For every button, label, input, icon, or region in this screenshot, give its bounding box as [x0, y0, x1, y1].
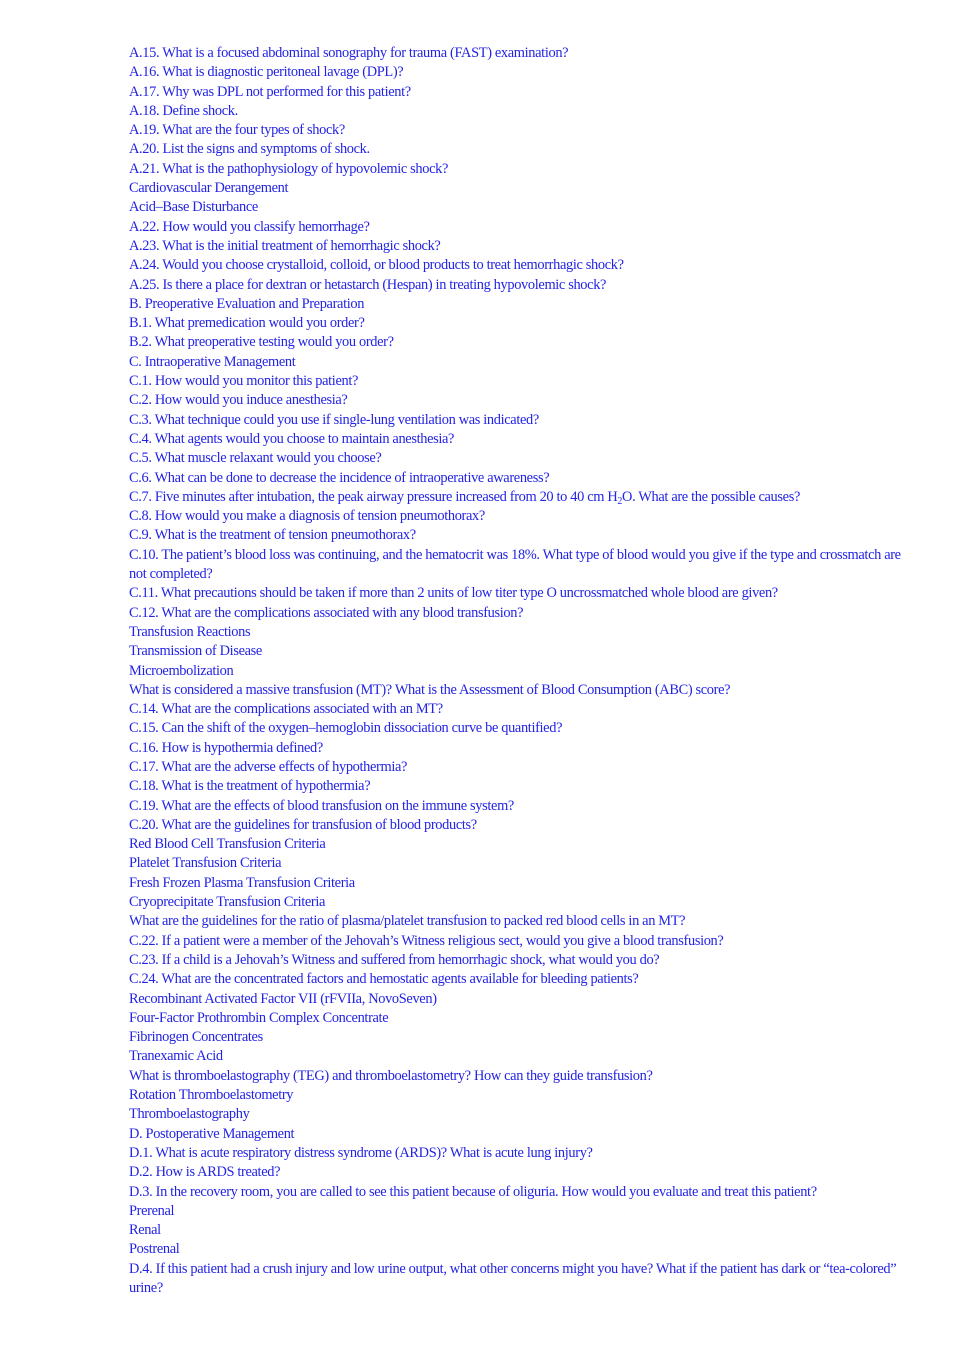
toc-link[interactable]: B.1. What premedication would you order?	[129, 315, 365, 332]
toc-link[interactable]: Fresh Frozen Plasma Transfusion Criteria	[129, 874, 355, 891]
toc-link[interactable]: C.3. What technique could you use if single-lung ventilation was indicated?	[129, 411, 539, 428]
toc-link[interactable]: What is thromboelastography (TEG) and thromboelastometry? How can they guide transfusion?	[129, 1067, 653, 1084]
toc-list	[129, 44, 909, 1298]
toc-link[interactable]: C.2. How would you induce anesthesia?	[129, 392, 348, 409]
toc-link[interactable]: A.16. What is diagnostic peritoneal lavage (DPL)?	[129, 64, 404, 81]
toc-link[interactable]: Acid–Base Disturbance	[129, 199, 258, 216]
toc-link[interactable]: Tranexamic Acid	[129, 1048, 223, 1065]
toc-link[interactable]: A.24. Would you choose crystalloid, colloid, or blood products to treat hemorrhagic shock?	[129, 257, 624, 274]
toc-link[interactable]: C.5. What muscle relaxant would you choose?	[129, 450, 382, 467]
toc-link[interactable]: C.22. If a patient were a member of the Jehovah’s Witness religious sect, would you give a blood transfusion?	[129, 932, 724, 949]
toc-link[interactable]: C.6. What can be done to decrease the incidence of intraoperative awareness?	[129, 469, 550, 486]
toc-link[interactable]: C.8. How would you make a diagnosis of tension pneumothorax?	[129, 508, 485, 525]
toc-link[interactable]: A.19. What are the four types of shock?	[129, 122, 345, 139]
toc-link[interactable]: C.20. What are the guidelines for transfusion of blood products?	[129, 816, 477, 833]
toc-link[interactable]: C.18. What is the treatment of hypothermia?	[129, 778, 371, 795]
toc-link[interactable]: C.10. The patient’s blood loss was continuing, and the hematocrit was 18%. What type of blood would you give if the type and crossmatch are not completed?	[129, 546, 901, 583]
toc-link-c7[interactable]	[129, 488, 909, 507]
toc-link[interactable]: D.2. How is ARDS treated?	[129, 1164, 281, 1181]
toc-link[interactable]: C.24. What are the concentrated factors and hemostatic agents available for bleeding patients?	[129, 971, 639, 988]
toc-link[interactable]: C.1. How would you monitor this patient?	[129, 373, 359, 390]
toc-link[interactable]: Recombinant Activated Factor VII (rFVIIa, NovoSeven)	[129, 990, 437, 1007]
toc-link[interactable]: C.15. Can the shift of the oxygen–hemoglobin dissociation curve be quantified?	[129, 720, 563, 737]
toc-link[interactable]: Fibrinogen Concentrates	[129, 1029, 263, 1046]
toc-link[interactable]: Microembolization	[129, 662, 234, 679]
toc-link[interactable]: C.9. What is the treatment of tension pneumothorax?	[129, 527, 416, 544]
toc-link[interactable]: A.22. How would you classify hemorrhage?	[129, 218, 370, 235]
toc-link[interactable]: C.4. What agents would you choose to maintain anesthesia?	[129, 430, 455, 447]
toc-link[interactable]: What are the guidelines for the ratio of plasma/platelet transfusion to packed red blood cells in an MT?	[129, 913, 686, 930]
toc-link[interactable]: A.25. Is there a place for dextran or hetastarch (Hespan) in treating hypovolemic shock?	[129, 276, 607, 293]
toc-link[interactable]: A.20. List the signs and symptoms of shock.	[129, 141, 370, 158]
toc-link[interactable]: Transfusion Reactions	[129, 623, 251, 640]
toc-link[interactable]: C.14. What are the complications associated with an MT?	[129, 701, 443, 718]
toc-link[interactable]: C. Intraoperative Management	[129, 353, 296, 370]
toc-link[interactable]: Postrenal	[129, 1241, 180, 1258]
toc-link[interactable]: Thromboelastography	[129, 1106, 250, 1123]
toc-link[interactable]: Cryoprecipitate Transfusion Criteria	[129, 894, 326, 911]
toc-link[interactable]: D. Postoperative Management	[129, 1125, 295, 1142]
toc-link[interactable]: C.19. What are the effects of blood transfusion on the immune system?	[129, 797, 514, 814]
toc-link[interactable]: Red Blood Cell Transfusion Criteria	[129, 836, 326, 853]
toc-link[interactable]: Four-Factor Prothrombin Complex Concentrate	[129, 1009, 389, 1026]
toc-link[interactable]: Rotation Thromboelastometry	[129, 1087, 294, 1104]
toc-link[interactable]: C.23. If a child is a Jehovah’s Witness and suffered from hemorrhagic shock, what would you do?	[129, 951, 660, 968]
toc-link[interactable]: B. Preoperative Evaluation and Preparation	[129, 295, 365, 312]
toc-link[interactable]: A.21. What is the pathophysiology of hypovolemic shock?	[129, 160, 449, 177]
toc-link[interactable]: Cardiovascular Derangement	[129, 180, 289, 197]
toc-link[interactable]: B.2. What preoperative testing would you order?	[129, 334, 394, 351]
toc-link[interactable]: A.17. Why was DPL not performed for this patient?	[129, 83, 411, 100]
toc-link[interactable]: C.11. What precautions should be taken if more than 2 units of low titer type O uncrossmatched whole blood are given?	[129, 585, 778, 602]
toc-link[interactable]: C.17. What are the adverse effects of hypothermia?	[129, 758, 408, 775]
toc-c7-subscript: 2	[617, 495, 623, 507]
toc-link[interactable]: Platelet Transfusion Criteria	[129, 855, 282, 872]
toc-link[interactable]: C.12. What are the complications associated with any blood transfusion?	[129, 604, 524, 621]
toc-link[interactable]: A.18. Define shock.	[129, 102, 238, 119]
toc-link[interactable]: What is considered a massive transfusion (MT)? What is the Assessment of Blood Consumption (ABC) score?	[129, 681, 731, 698]
toc-link[interactable]: Prerenal	[129, 1202, 175, 1219]
toc-link[interactable]: A.23. What is the initial treatment of hemorrhagic shock?	[129, 237, 441, 254]
toc-c7-text-end: O. What are the possible causes?	[622, 488, 800, 505]
toc-c7-text: C.7. Five minutes after intubation, the peak airway pressure increased from 20 to 40 cm H	[129, 488, 618, 505]
toc-link[interactable]: D.3. In the recovery room, you are called to see this patient because of oliguria. How would you evaluate and treat this patient?	[129, 1183, 817, 1200]
toc-link[interactable]: Renal	[129, 1222, 161, 1239]
toc-link[interactable]: D.4. If this patient had a crush injury and low urine output, what other concerns might you have? What if the patient has dark or “tea-colored” urine?	[129, 1260, 897, 1296]
toc-link[interactable]: Transmission of Disease	[129, 643, 262, 660]
toc-link[interactable]: D.1. What is acute respiratory distress syndrome (ARDS)? What is acute lung injury?	[129, 1144, 593, 1161]
toc-link[interactable]: C.16. How is hypothermia defined?	[129, 739, 323, 756]
toc-link[interactable]: A.15. What is a focused abdominal sonography for trauma (FAST) examination?	[129, 45, 569, 61]
